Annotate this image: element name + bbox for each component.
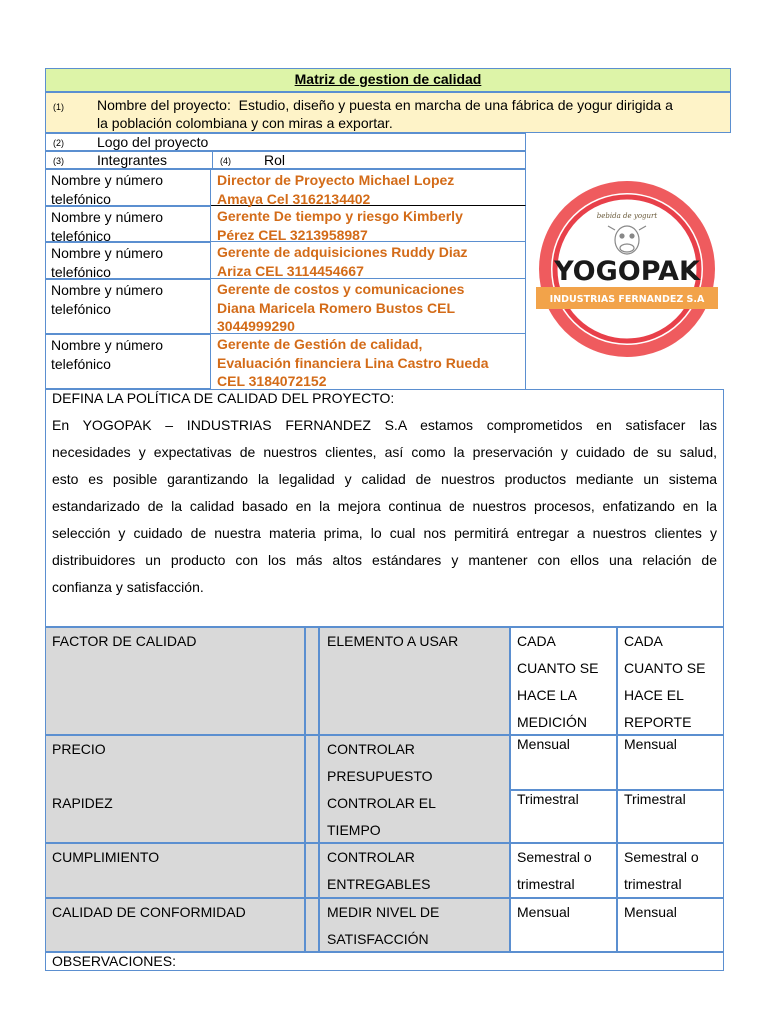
factor-line: RAPIDEZ — [52, 795, 113, 811]
factor-line: PRECIO — [52, 741, 106, 757]
member-label-line1: Nombre y número — [51, 245, 164, 261]
row-spacer — [305, 898, 319, 952]
members-table — [45, 169, 526, 389]
member-role-cell — [211, 242, 526, 279]
observaciones-row: OBSERVACIONES: — [45, 952, 724, 971]
logo-script-text: bebida de yogurt — [596, 212, 658, 220]
elemento-cell — [319, 843, 510, 898]
factor-cell: CUMPLIMIENTO — [45, 843, 305, 898]
header-factor: FACTOR DE CALIDAD — [45, 627, 305, 735]
medicion-cell: Trimestral — [510, 790, 617, 843]
member-role-cell — [211, 279, 526, 334]
reporte-cell: Mensual — [617, 898, 724, 952]
header-medicion-line: HACE LA — [517, 687, 577, 703]
elemento-line: ENTREGABLES — [327, 876, 431, 892]
member-label-line1: Nombre y número — [51, 172, 164, 188]
member-role-line: CEL 3184072152 — [217, 373, 327, 389]
member-role-line: Gerente de costos y comunicaciones — [217, 281, 465, 297]
project-name-line2: la población colombiana y con miras a exportar. — [97, 115, 393, 131]
member-label-line1: Nombre y número — [51, 282, 164, 298]
member-label-cell — [45, 206, 211, 242]
project-label: Nombre del proyecto: — [97, 97, 231, 113]
factor-cell: CALIDAD DE CONFORMIDAD — [45, 898, 305, 952]
rol-num: (4) — [220, 156, 231, 166]
header-medicion-line: CUANTO SE — [517, 660, 599, 676]
header-reporte-line: CUANTO SE — [624, 660, 706, 676]
policy-line: confianza y satisfacción. — [52, 579, 204, 595]
elemento-line: PRESUPUESTO — [327, 768, 433, 784]
member-role-cell — [211, 334, 526, 389]
medicion-line: trimestral — [517, 876, 575, 892]
member-role-line: 3044999290 — [217, 318, 295, 334]
elemento-line: SATISFACCIÓN — [327, 931, 429, 947]
project-text: Estudio, diseño y puesta en marcha de una fábrica de yogur dirigida a — [238, 97, 673, 113]
policy-line: En YOGOPAK – INDUSTRIAS FERNANDEZ S.A estamos comprometidos en satisfacer las — [52, 417, 717, 433]
elemento-line: CONTROLAR — [327, 849, 415, 865]
member-label-line2: telefónico — [51, 356, 111, 372]
policy-line: distribuidores un producto con los más altos estándares y mantener con ellos una relación de — [52, 552, 717, 568]
member-role-line: Gerente de Gestión de calidad, — [217, 336, 423, 352]
member-label-line1: Nombre y número — [51, 337, 164, 353]
reporte-cell — [617, 843, 724, 898]
reporte-cell: Trimestral — [617, 790, 724, 843]
medicion-cell — [510, 843, 617, 898]
medicion-line: Semestral o — [517, 849, 592, 865]
integrantes-num: (3) — [53, 156, 64, 166]
integrantes-row — [45, 151, 526, 169]
header-spacer — [305, 627, 319, 735]
policy-line: estandarizado de la calidad basado en la mejora continua de nuestros procesos, enfatizando en la — [52, 498, 717, 514]
policy-heading: DEFINA LA POLÍTICA DE CALIDAD DEL PROYECTO: — [52, 390, 395, 406]
member-role-line: Pérez CEL 3213958987 — [217, 227, 368, 243]
matrix-title: Matriz de gestion de calidad — [294, 71, 482, 87]
elemento-cell — [319, 735, 510, 843]
header-medicion-line: MEDICIÓN — [517, 714, 587, 730]
member-role-line: Gerente De tiempo y riesgo Kimberly — [217, 208, 463, 224]
policy-line: esto es posible garantizando la legalidad y calidad de nuestros productos mediante un sistema — [52, 471, 717, 487]
medicion-cell: Mensual — [510, 735, 617, 790]
member-label-cell — [45, 242, 211, 279]
header-reporte — [617, 627, 724, 735]
integrantes-label: Integrantes — [97, 152, 168, 168]
member-label-cell — [45, 334, 211, 389]
member-label-line2: telefónico — [51, 228, 111, 244]
member-role-line: Evaluación financiera Lina Castro Rueda — [217, 355, 489, 371]
header-reporte-line: HACE EL — [624, 687, 684, 703]
yogopak-logo — [536, 178, 718, 360]
reporte-line: trimestral — [624, 876, 682, 892]
member-role-cell — [211, 169, 526, 206]
elemento-line: CONTROLAR — [327, 741, 415, 757]
elemento-cell — [319, 898, 510, 952]
medicion-cell: Mensual — [510, 898, 617, 952]
member-role-cell — [211, 206, 526, 242]
policy-line: selección y cuidado de nuestra materia prima, lo cual nos permitirá entregar a nuestros clientes y — [52, 525, 717, 541]
rol-label: Rol — [264, 152, 286, 168]
header-reporte-line: REPORTE — [624, 714, 692, 730]
member-role-line: Diana Maricela Romero Bustos CEL — [217, 300, 456, 316]
member-label-cell — [45, 169, 211, 206]
member-label-line2: telefónico — [51, 191, 111, 207]
member-label-line2: telefónico — [51, 264, 111, 280]
project-name-row — [45, 92, 731, 133]
project-num: (1) — [53, 102, 64, 112]
member-role-line: Amaya Cel 3162134402 — [217, 191, 371, 207]
matrix-title-row — [45, 68, 731, 92]
member-role-line: Gerente de adquisiciones Ruddy Diaz — [217, 244, 468, 260]
factor-line-blank — [52, 763, 298, 790]
policy-line: necesidades y expectativas de nuestros clientes, así como la preservación y cuidado de su salud, — [52, 444, 717, 460]
integrantes-divider — [212, 151, 213, 169]
elemento-line: TIEMPO — [327, 822, 381, 838]
logo-label-row — [45, 133, 526, 151]
logo-num: (2) — [53, 138, 64, 148]
reporte-cell: Mensual — [617, 735, 724, 790]
reporte-line: Semestral o — [624, 849, 699, 865]
policy-text — [52, 412, 717, 601]
row-spacer — [305, 843, 319, 898]
member-label-line1: Nombre y número — [51, 209, 164, 225]
elemento-line: MEDIR NIVEL DE — [327, 904, 440, 920]
header-medicion — [510, 627, 617, 735]
header-elemento: ELEMENTO A USAR — [319, 627, 510, 735]
header-medicion-line: CADA — [517, 633, 556, 649]
member-label-cell — [45, 279, 211, 334]
member-label-line2: telefónico — [51, 301, 111, 317]
project-name-line1 — [97, 97, 673, 113]
member-role-line: Ariza CEL 3114454667 — [217, 263, 364, 279]
factor-cell — [45, 735, 305, 843]
quality-factor-table — [45, 627, 724, 971]
member-role-line: Director de Proyecto Michael Lopez — [217, 172, 455, 188]
logo-label: Logo del proyecto — [97, 134, 209, 150]
header-reporte-line: CADA — [624, 633, 663, 649]
logo-banner-text: INDUSTRIAS FERNANDEZ S.A — [549, 294, 705, 305]
row-spacer — [305, 735, 319, 843]
elemento-line: CONTROLAR EL — [327, 795, 436, 811]
logo-brand-text: YOGOPAK — [554, 256, 700, 287]
quality-policy-section — [45, 389, 724, 627]
